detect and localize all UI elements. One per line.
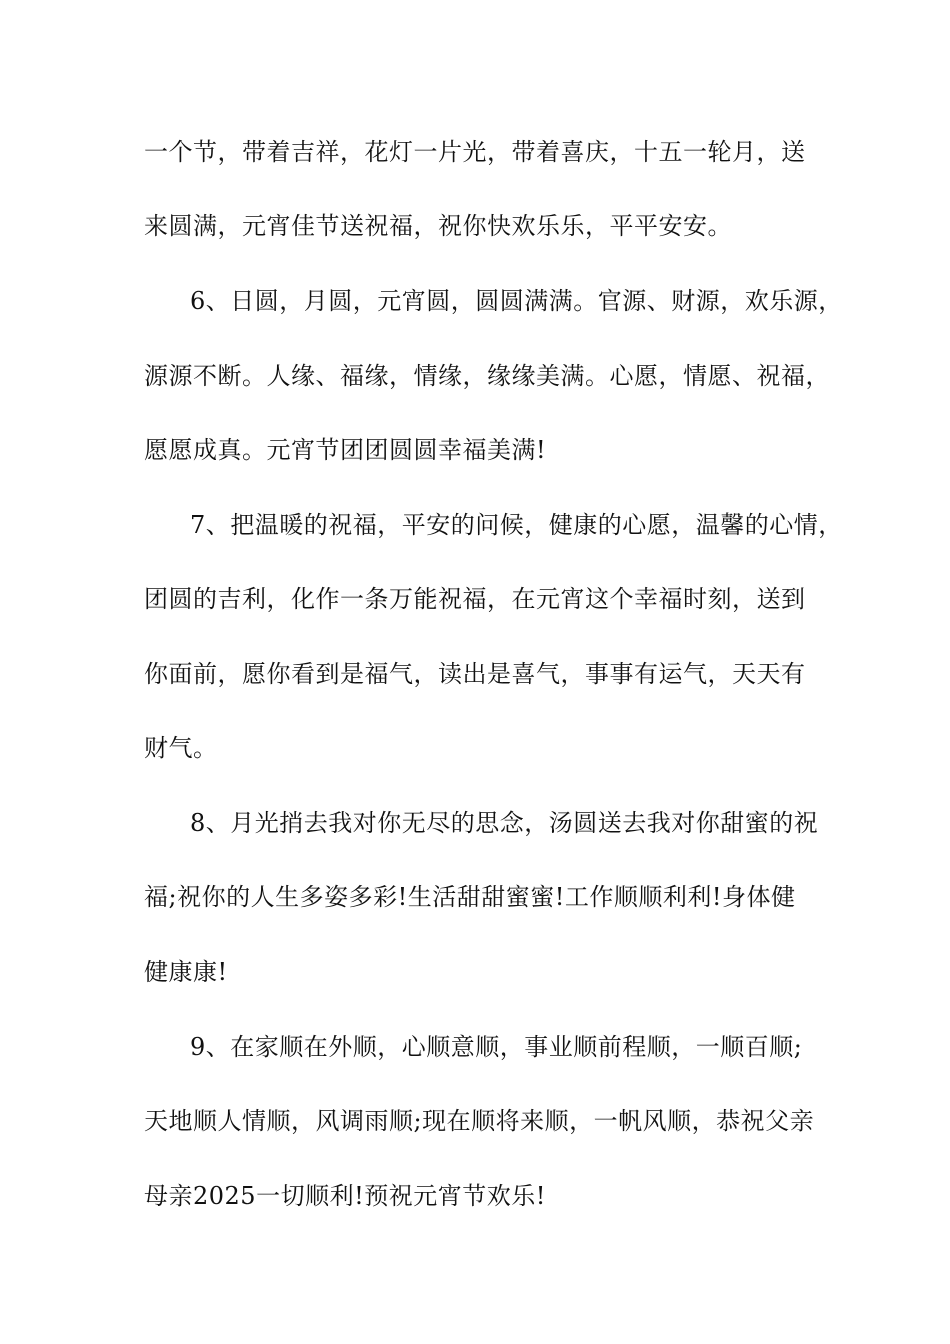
paragraph-8-line-2: 福;祝你的人生多姿多彩!生活甜甜蜜蜜!工作顺顺利利!身体健	[144, 883, 796, 911]
paragraph-6-line-1: 6、日圆，月圆，元宵圆，圆圆满满。官源、财源，欢乐源，	[190, 287, 843, 315]
paragraph-8-line-1: 8、月光捎去我对你无尽的思念，汤圆送去我对你甜蜜的祝	[190, 809, 819, 837]
paragraph-6-line-2: 源源不断。人缘、福缘，情缘，缘缘美满。心愿，情愿、祝福，	[144, 362, 830, 390]
paragraph-1-line-2: 来圆满，元宵佳节送祝福，祝你快欢乐乐，平平安安。	[144, 212, 732, 240]
paragraph-7-line-1: 7、把温暖的祝福，平安的问候，健康的心愿，温馨的心情，	[190, 511, 843, 539]
paragraph-6-line-3: 愿愿成真。元宵节团团圆圆幸福美满!	[144, 436, 547, 464]
paragraph-1-line-1: 一个节，带着吉祥，花灯一片光，带着喜庆，十五一轮月，送	[144, 138, 806, 166]
paragraph-9-line-1: 9、在家顺在外顺，心顺意顺，事业顺前程顺，一顺百顺;	[190, 1033, 803, 1061]
paragraph-9-line-3: 母亲2025一切顺利!预祝元宵节欢乐!	[144, 1182, 546, 1210]
paragraph-8-line-3: 健康康!	[144, 958, 228, 986]
paragraph-7-line-2: 团圆的吉利，化作一条万能祝福，在元宵这个幸福时刻，送到	[144, 585, 806, 613]
paragraph-7-line-4: 财气。	[144, 734, 218, 762]
paragraph-7-line-3: 你面前，愿你看到是福气，读出是喜气，事事有运气，天天有	[144, 660, 806, 688]
paragraph-9-line-2: 天地顺人情顺，风调雨顺;现在顺将来顺，一帆风顺，恭祝父亲	[144, 1107, 815, 1135]
